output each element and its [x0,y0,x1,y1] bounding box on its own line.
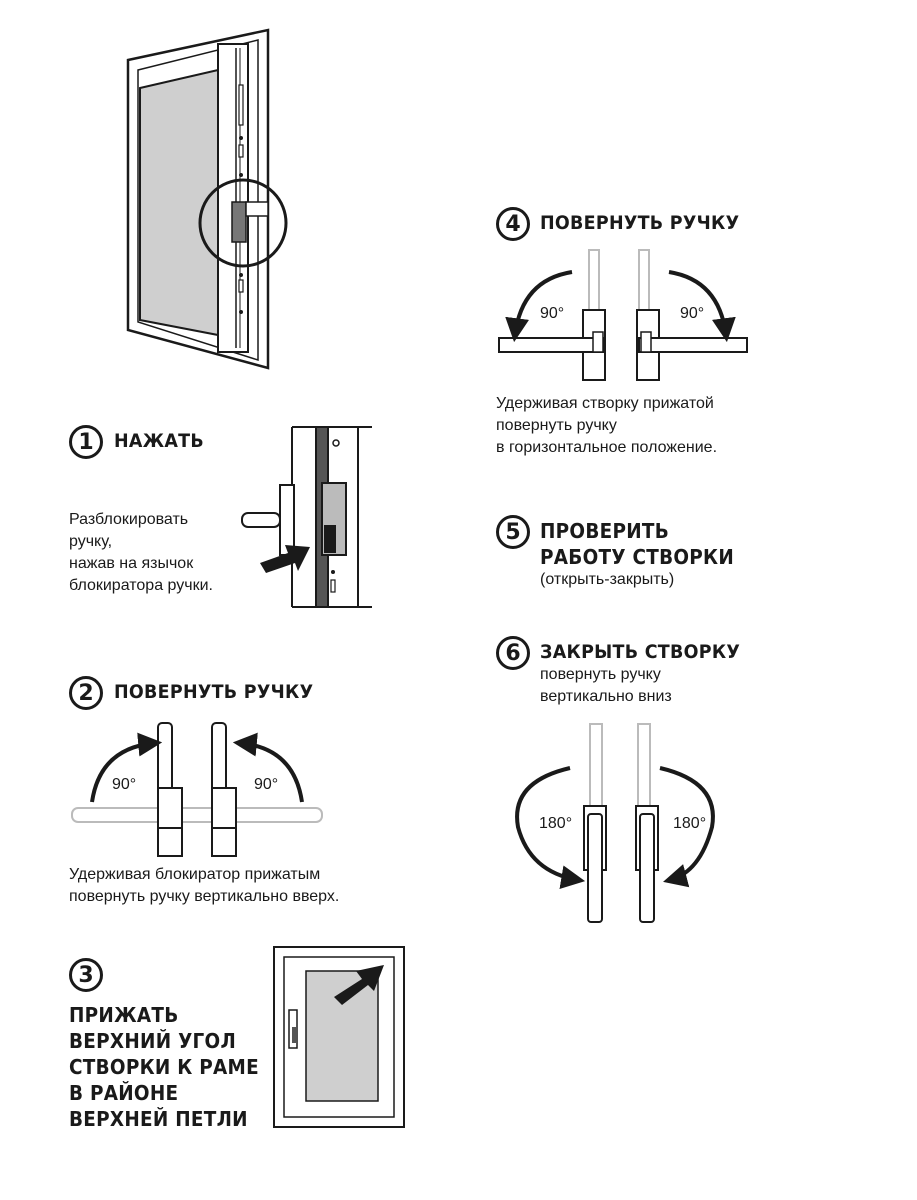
step-5-subtitle: (открыть-закрыть) [540,571,675,588]
step-1-line: ручку, [69,533,113,550]
step-3-window-illustration [272,945,407,1130]
step-3-title-line: ВЕРХНИЙ УГОЛ [69,1029,237,1053]
step-2-angle-right: 90° [254,776,279,793]
step-6-line: повернуть ручку [540,666,661,683]
step-6-title: ЗАКРЫТЬ СТВОРКУ [540,641,741,663]
step-6-line: вертикально вниз [540,688,672,705]
step-4-angle-right: 90° [680,305,705,322]
step-1-lock-illustration [240,425,375,610]
step-1-line: нажав на язычок [69,555,194,572]
step-4-handle-diagram [497,250,752,382]
step-2-angle-left: 90° [112,776,137,793]
step-3-title-line: В РАЙОНЕ [69,1081,179,1105]
step-4-angle-left: 90° [540,305,565,322]
step-6-angle-right: 180° [673,815,707,832]
step-1-line: блокиратора ручки. [69,577,213,594]
step-5-title-line: ПРОВЕРИТЬ [540,519,670,543]
step-3-number: 3 [69,958,103,992]
step-2-number: 2 [69,676,103,710]
step-3-title-line: СТВОРКИ К РАМЕ [69,1055,259,1079]
step-4-line: повернуть ручку [496,417,617,434]
step-4-number: 4 [496,207,530,241]
step-3-title-line: ПРИЖАТЬ [69,1003,179,1027]
step-2-line: повернуть ручку вертикально вверх. [69,888,340,905]
step-1-number: 1 [69,425,103,459]
step-2-line: Удерживая блокиратор прижатым [69,866,321,883]
step-6-angle-left: 180° [539,815,573,832]
step-1-title: НАЖАТЬ [114,430,204,452]
step-5-number: 5 [496,515,530,549]
step-3-title-line: ВЕРХНЕЙ ПЕТЛИ [69,1107,248,1131]
window-illustration [118,30,288,370]
step-4-title: ПОВЕРНУТЬ РУЧКУ [540,212,740,234]
step-5-title-line: РАБОТУ СТВОРКИ [540,545,735,569]
step-4-line: в горизонтальное положение. [496,439,718,456]
step-4-line: Удерживая створку прижатой [496,395,714,412]
step-2-handle-diagram [70,718,325,860]
step-1-line: Разблокировать [69,511,189,528]
step-6-number: 6 [496,636,530,670]
step-2-title: ПОВЕРНУТЬ РУЧКУ [114,681,314,703]
